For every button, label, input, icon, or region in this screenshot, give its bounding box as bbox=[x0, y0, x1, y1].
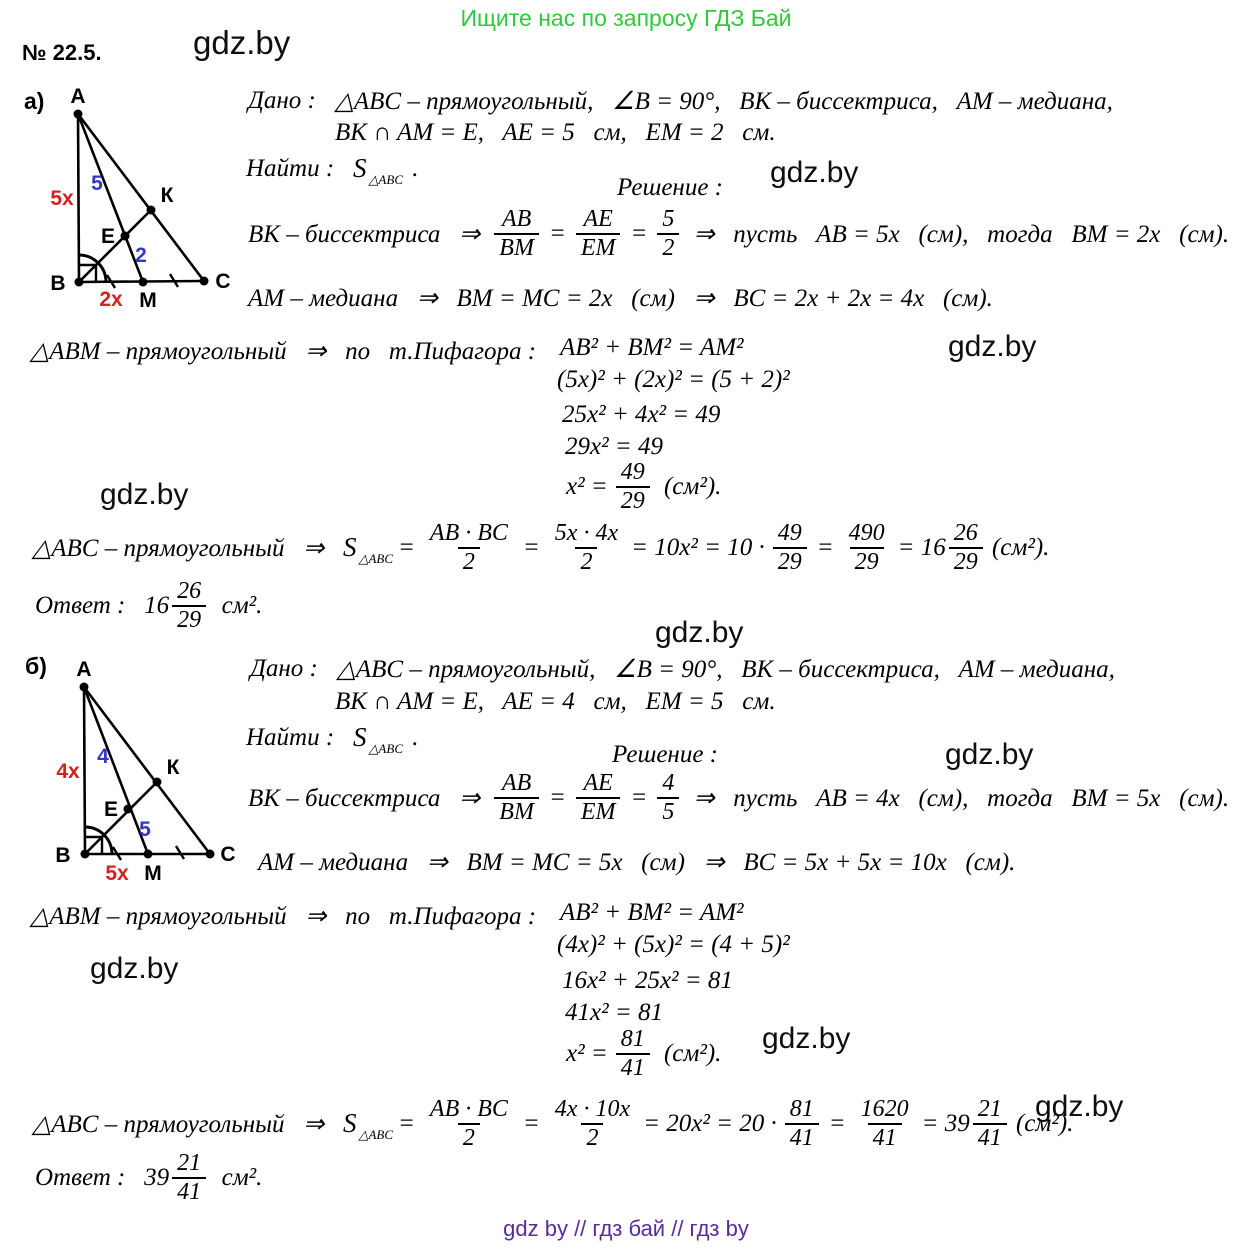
whole-part: = 39 bbox=[921, 1109, 970, 1137]
numerator: 5x · 4x bbox=[554, 520, 619, 546]
brand-watermark: gdz.by bbox=[762, 1022, 851, 1055]
equation-text: 16x² + 25x² = 81 bbox=[562, 967, 733, 994]
period: . bbox=[406, 154, 419, 182]
fraction-26-29 bbox=[949, 520, 983, 576]
numerator: 49 bbox=[777, 520, 802, 546]
bisector-conclusion: ⇒ пусть AB = 4x (см), тогда BM = 5x (см). bbox=[687, 784, 1230, 812]
part-a-area-line bbox=[32, 520, 1049, 576]
equals-sign: = bbox=[548, 783, 566, 811]
denominator: 41 bbox=[172, 1177, 206, 1206]
vertex-a-label: A bbox=[76, 658, 92, 681]
given-text: BK ∩ AM = E, AE = 4 см, EM = 5 см. bbox=[335, 688, 776, 715]
part-b-bisector-line bbox=[248, 770, 1229, 826]
unit-text: см². bbox=[209, 591, 263, 619]
part-b-equation-1 bbox=[557, 931, 790, 959]
fraction-ab-bm bbox=[494, 770, 539, 826]
equation-text: AB² + BM² = AM² bbox=[560, 899, 744, 926]
find-label: Найти : bbox=[246, 154, 353, 182]
numerator: AB · BC bbox=[429, 520, 508, 546]
denominator: 41 bbox=[973, 1123, 1007, 1152]
brand-watermark: gdz.by bbox=[90, 952, 179, 985]
equals-sign: = bbox=[548, 219, 566, 247]
numerator: 4x · 10x bbox=[554, 1096, 631, 1122]
problem-number: № 22.5. bbox=[22, 40, 102, 65]
part-a-given-line-1 bbox=[248, 86, 1113, 116]
area-symbol-subscript: △ABC bbox=[368, 740, 403, 756]
fraction-x-squared bbox=[616, 1026, 650, 1082]
numerator: 490 bbox=[848, 520, 885, 546]
denominator: 41 bbox=[616, 1053, 650, 1082]
equation-text: = 10x² = 10 · bbox=[631, 533, 765, 561]
part-b-solution-heading bbox=[612, 741, 718, 769]
median-text: AM – медиана ⇒ BM = MC = 5x (см) ⇒ BC = 5x + 5x = 10x (см). bbox=[258, 849, 1016, 876]
denominator: 29 bbox=[949, 547, 983, 576]
area-intro-text: △ABC – прямоугольный ⇒ bbox=[32, 1110, 343, 1138]
numerator: 4 bbox=[662, 770, 675, 796]
whole-part: 39 bbox=[144, 1163, 170, 1191]
brand-watermark: gdz.by bbox=[1035, 1090, 1124, 1123]
numerator: AE bbox=[583, 206, 613, 232]
side-ab-length-label: 5x bbox=[50, 187, 74, 210]
part-a-given-line-2 bbox=[335, 119, 776, 147]
part-a-pythagoras-intro bbox=[30, 336, 536, 366]
vertex-c-label: C bbox=[215, 270, 231, 293]
part-a-answer-line bbox=[35, 578, 262, 634]
vertex-c-label: C bbox=[220, 843, 236, 866]
part-b-area-line bbox=[32, 1096, 1073, 1152]
fraction-ab-bc bbox=[425, 1096, 513, 1152]
equation-text: x² = bbox=[566, 472, 608, 500]
vertex-b-label: B bbox=[50, 272, 66, 295]
area-intro-text: △ABC – прямоугольный ⇒ bbox=[32, 534, 343, 562]
denominator: 29 bbox=[850, 547, 884, 576]
equation-text: 29x² = 49 bbox=[565, 433, 663, 460]
area-symbol-subscript: △ABC bbox=[358, 550, 394, 566]
denominator: EM bbox=[576, 797, 621, 826]
segment-ae-label: 4 bbox=[97, 745, 109, 768]
fraction-5x-4x bbox=[550, 520, 623, 576]
part-b-find-line bbox=[246, 722, 419, 756]
part-b-median-line bbox=[258, 847, 1015, 877]
part-a-x-squared-line bbox=[566, 459, 721, 515]
segment-ae-label: 5 bbox=[91, 172, 103, 195]
part-b-label: б) bbox=[25, 653, 47, 679]
bisector-text: BK – биссектриса ⇒ bbox=[248, 220, 487, 248]
find-label: Найти : bbox=[246, 723, 353, 751]
denominator: 5 bbox=[657, 797, 679, 826]
triangle-diagram-a bbox=[40, 85, 255, 327]
numerator: 1620 bbox=[860, 1096, 909, 1122]
numerator: AB bbox=[501, 206, 532, 232]
unit-text: (см²). bbox=[657, 1039, 722, 1067]
part-a-equation-2 bbox=[562, 401, 720, 429]
given-label: Дано : bbox=[248, 87, 335, 114]
solution-label: Решение : bbox=[612, 741, 719, 768]
numerator: 5 bbox=[662, 206, 675, 232]
denominator: 2 bbox=[458, 1123, 480, 1152]
median-text: AM – медиана ⇒ BM = MC = 2x (см) ⇒ BC = 2x + 2x = 4x (см). bbox=[248, 285, 993, 312]
part-b-equation-2 bbox=[562, 967, 733, 995]
bisector-conclusion: ⇒ пусть AB = 5x (см), тогда BM = 2x (см). bbox=[687, 220, 1230, 248]
equation-text: x² = bbox=[566, 1039, 608, 1067]
unit-text: (см²). bbox=[985, 533, 1050, 561]
pythagoras-text: △ABM – прямоугольный ⇒ по т.Пифагора : bbox=[30, 903, 537, 930]
brand-watermark: gdz.by bbox=[770, 156, 859, 189]
brand-watermark: gdz.by bbox=[948, 330, 1037, 363]
equals-sign: = bbox=[522, 533, 540, 561]
unit-text: (см²). bbox=[1009, 1109, 1074, 1137]
fraction-ab-bm bbox=[494, 206, 539, 262]
equation-text: 41x² = 81 bbox=[565, 999, 663, 1026]
equals-sign: = bbox=[630, 219, 648, 247]
footer-tagline: gdz by // гдз бай // гдз by bbox=[503, 1216, 749, 1241]
denominator: 29 bbox=[616, 486, 650, 515]
fraction-ratio bbox=[657, 206, 679, 262]
brand-watermark: gdz.by bbox=[655, 616, 744, 649]
numerator: AE bbox=[583, 770, 613, 796]
numerator: 21 bbox=[977, 1096, 1002, 1122]
numerator: AB · BC bbox=[429, 1096, 508, 1122]
vertex-b-label: B bbox=[55, 844, 71, 867]
vertex-k-label: К bbox=[160, 184, 174, 207]
area-symbol: S bbox=[352, 722, 367, 752]
denominator: BM bbox=[494, 797, 539, 826]
part-b-answer-line bbox=[35, 1150, 262, 1206]
equation-text: (4x)² + (5x)² = (4 + 5)² bbox=[557, 931, 790, 958]
unit-text: (см²). bbox=[657, 472, 722, 500]
equation-text: AB² + BM² = AM² bbox=[560, 334, 744, 361]
area-symbol-subscript: △ABC bbox=[358, 1126, 394, 1142]
vertex-a-label: A bbox=[70, 85, 86, 108]
fraction-ratio bbox=[657, 770, 679, 826]
part-a-bisector-line bbox=[248, 206, 1229, 262]
segment-em-label: 5 bbox=[139, 818, 151, 841]
part-b-pythagoras-intro bbox=[30, 901, 536, 931]
denominator: 2 bbox=[458, 547, 480, 576]
solution-label: Решение : bbox=[617, 174, 724, 201]
whole-part: 16 bbox=[144, 591, 170, 619]
numerator: 49 bbox=[620, 459, 645, 485]
numerator: 21 bbox=[177, 1150, 202, 1176]
part-b-equation-3 bbox=[565, 999, 663, 1027]
area-symbol: S bbox=[352, 153, 367, 183]
area-symbol: S bbox=[342, 1108, 357, 1139]
fraction-81-41 bbox=[785, 1096, 819, 1152]
fraction-21-41 bbox=[973, 1096, 1007, 1152]
denominator: EM bbox=[576, 233, 621, 262]
equals-sign: = bbox=[816, 533, 834, 561]
given-label: Дано : bbox=[250, 655, 337, 682]
given-text: BK ∩ AM = E, AE = 5 см, EM = 2 см. bbox=[335, 119, 776, 146]
fraction-490-29 bbox=[844, 520, 890, 576]
part-b-given-line-2 bbox=[335, 688, 776, 716]
part-a-solution-heading bbox=[617, 174, 723, 202]
side-ab-length-label: 4x bbox=[56, 760, 80, 783]
area-symbol-subscript: △ABC bbox=[368, 171, 403, 187]
triangle-diagram-b bbox=[30, 650, 245, 895]
part-a-median-line bbox=[248, 283, 993, 313]
fraction-1620-41 bbox=[856, 1096, 914, 1152]
equation-text: (5x)² + (2x)² = (5 + 2)² bbox=[557, 366, 790, 393]
given-text: △ABC – прямоугольный, ∠B = 90°, BK – биссектриса, AM – медиана, bbox=[334, 88, 1113, 115]
denominator: 2 bbox=[575, 547, 597, 576]
area-symbol: S bbox=[342, 532, 357, 563]
equals-sign: = bbox=[398, 533, 415, 561]
numerator: AB bbox=[501, 770, 532, 796]
vertex-m-label: M bbox=[139, 289, 157, 312]
vertex-m-label: M bbox=[144, 862, 162, 885]
vertex-k-label: К bbox=[166, 756, 180, 779]
denominator: 41 bbox=[785, 1123, 819, 1152]
denominator: 41 bbox=[868, 1123, 902, 1152]
denominator: 29 bbox=[172, 605, 206, 634]
part-b-given-line-1 bbox=[250, 654, 1115, 684]
equals-sign: = bbox=[630, 783, 648, 811]
denominator: BM bbox=[494, 233, 539, 262]
answer-fraction bbox=[172, 578, 206, 634]
vertex-e-label: E bbox=[100, 225, 116, 248]
bisector-text: BK – биссектриса ⇒ bbox=[248, 784, 487, 812]
equals-sign: = bbox=[398, 1109, 415, 1137]
promo-banner: Ищите нас по запросу ГДЗ Бай bbox=[460, 5, 792, 31]
equation-text: 25x² + 4x² = 49 bbox=[562, 401, 721, 428]
numerator: 81 bbox=[789, 1096, 814, 1122]
brand-watermark: gdz.by bbox=[100, 478, 189, 511]
fraction-x-squared bbox=[616, 459, 650, 515]
segment-bm-label: 2x bbox=[99, 288, 123, 311]
equals-sign: = bbox=[828, 1109, 846, 1137]
denominator: 29 bbox=[773, 547, 807, 576]
whole-part: = 16 bbox=[897, 533, 946, 561]
fraction-49-29 bbox=[773, 520, 807, 576]
denominator: 2 bbox=[657, 233, 679, 262]
brand-watermark: gdz.by bbox=[193, 24, 291, 61]
segment-em-label: 2 bbox=[135, 244, 147, 267]
segment-bm-label: 5x bbox=[105, 862, 129, 885]
part-a-equation-3 bbox=[565, 433, 663, 461]
unit-text: см². bbox=[209, 1163, 263, 1191]
part-b-x-squared-line bbox=[566, 1026, 721, 1082]
answer-label: Ответ : bbox=[35, 591, 145, 619]
numerator: 26 bbox=[953, 520, 978, 546]
vertex-e-label: E bbox=[103, 798, 119, 821]
part-a-find-line bbox=[246, 153, 419, 187]
denominator: 2 bbox=[581, 1123, 603, 1152]
numerator: 26 bbox=[177, 578, 202, 604]
brand-watermark: gdz.by bbox=[945, 738, 1034, 771]
equation-text: = 20x² = 20 · bbox=[643, 1109, 777, 1137]
fraction-ab-bc bbox=[425, 520, 513, 576]
part-a-equation-0 bbox=[560, 334, 744, 362]
fraction-ae-em bbox=[576, 206, 621, 262]
part-a-label: а) bbox=[24, 88, 45, 114]
fraction-ae-em bbox=[576, 770, 621, 826]
period: . bbox=[406, 723, 419, 751]
numerator: 81 bbox=[620, 1026, 645, 1052]
given-text: △ABC – прямоугольный, ∠B = 90°, BK – биссектриса, AM – медиана, bbox=[336, 656, 1115, 683]
answer-label: Ответ : bbox=[35, 1163, 145, 1191]
part-a-equation-1 bbox=[557, 366, 790, 394]
fraction-4x-10x bbox=[550, 1096, 635, 1152]
part-b-equation-0 bbox=[560, 899, 744, 927]
equals-sign: = bbox=[522, 1109, 540, 1137]
pythagoras-text: △ABM – прямоугольный ⇒ по т.Пифагора : bbox=[30, 338, 537, 365]
answer-fraction bbox=[172, 1150, 206, 1206]
